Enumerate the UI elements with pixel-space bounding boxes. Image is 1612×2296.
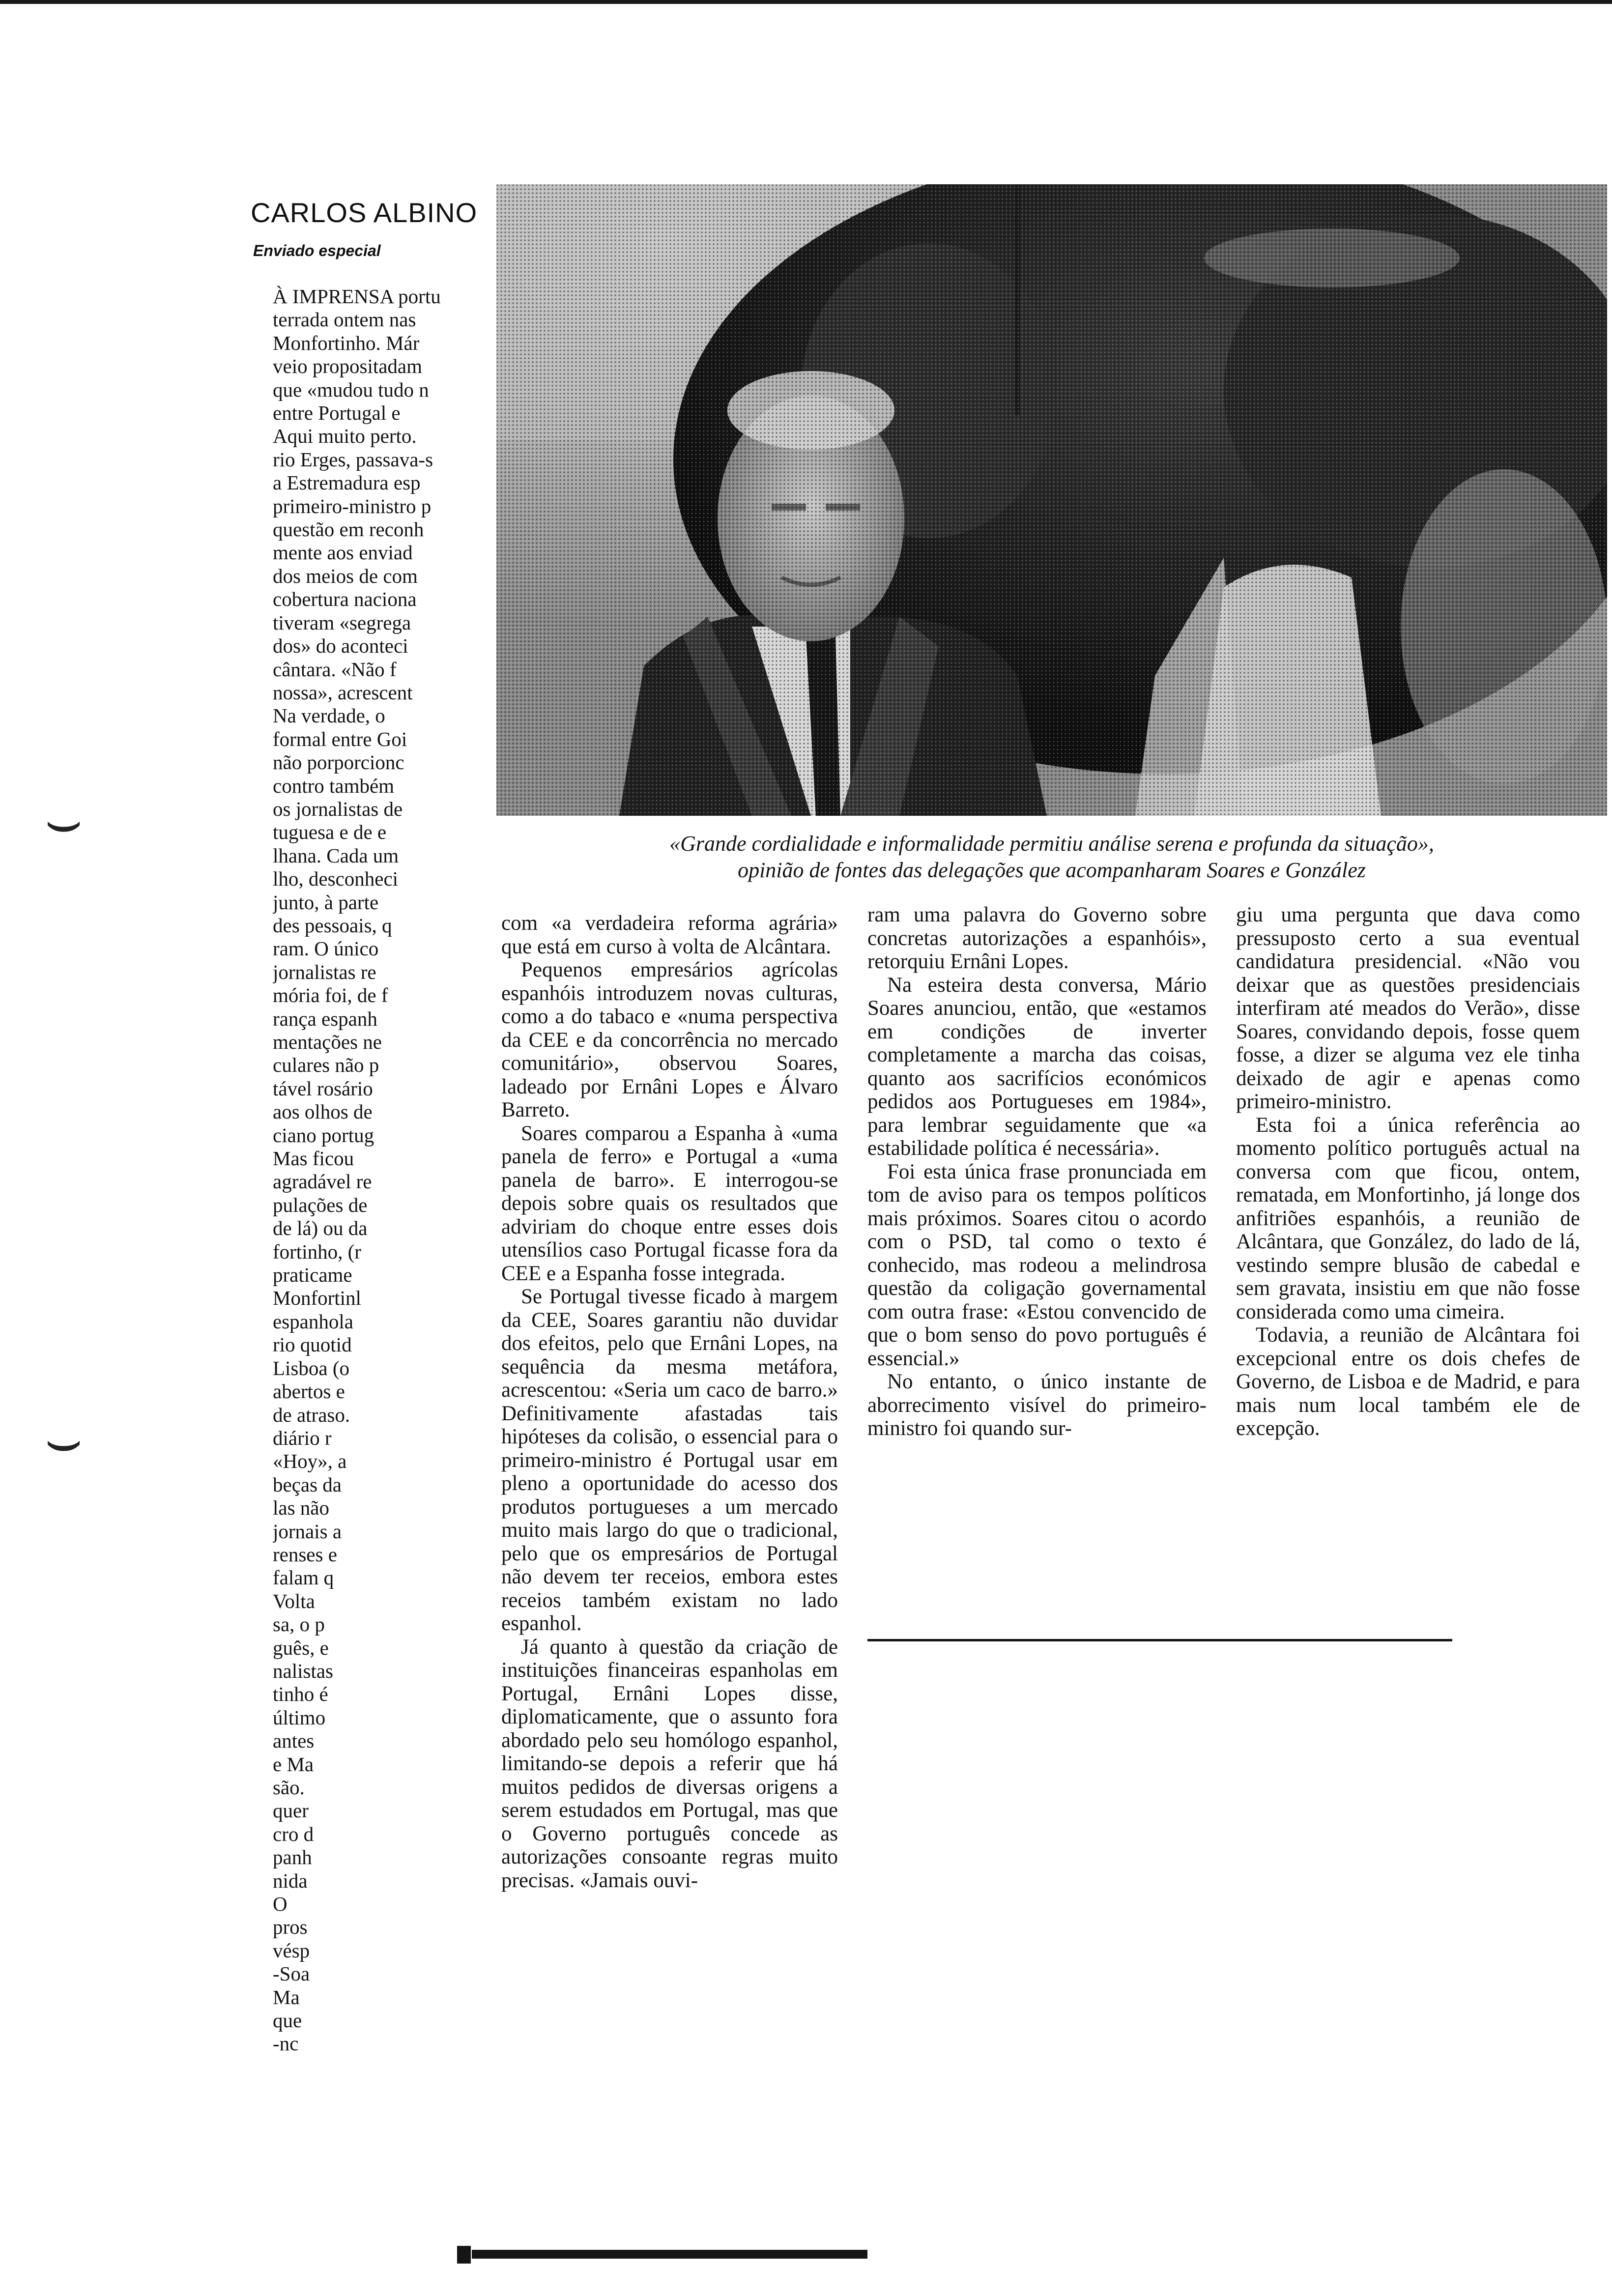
article-text-line: formal entre Goi [273, 727, 407, 750]
article-paragraph: No entanto, o único instante de aborrecimento visível do primeiro-ministro foi quando sur- [867, 1370, 1207, 1440]
article-text-line: guês, e [273, 1636, 329, 1659]
article-text-line: entre Portugal e [273, 402, 401, 425]
bottom-thick-rule [472, 2250, 867, 2259]
article-text-line: que [273, 2009, 302, 2032]
article-text-line: tiveram «segrega [273, 611, 411, 634]
article-text-line: nida [273, 1869, 308, 1892]
article-text-line: são. [273, 1776, 305, 1799]
article-text-line: tinho é [273, 1683, 328, 1706]
article-text-line: e Ma [273, 1752, 314, 1776]
article-text-line: a Estremadura esp [273, 471, 421, 494]
article-text-line: quer [273, 1799, 309, 1822]
article-text-line: questão em reconh [273, 518, 424, 541]
article-text-line: rio quotid [273, 1333, 352, 1356]
article-text-line: «Hoy», a [273, 1450, 347, 1473]
bottom-ink-mark [457, 2246, 471, 2264]
article-text-line: lhana. Cada um [273, 844, 399, 867]
article-text-line: de lá) ou da [273, 1217, 368, 1240]
article-text-line: junto, à parte [273, 890, 379, 914]
article-text-line: tável rosário [273, 1077, 373, 1100]
article-text-line: primeiro-ministro p [273, 494, 432, 517]
article-paragraph: Todavia, a reunião de Alcântara foi excepcional entre os dois chefes de Governo, de Lisboa e de Madrid, e para mais num local também ele de excepção. [1236, 1323, 1580, 1440]
article-text-line: que «mudou tudo n [273, 378, 429, 401]
article-text-line: Volta [273, 1589, 315, 1612]
article-byline: CARLOS ALBINO [251, 197, 478, 228]
photo-image [496, 184, 1607, 816]
article-text-line: vésp [273, 1939, 310, 1962]
article-text-line: culares não p [273, 1054, 379, 1077]
article-author-role: Enviado especial [253, 242, 381, 259]
photo-caption-line-1: «Grande cordialidade e informalidade permitiu análise serena e profunda da situação», [669, 832, 1434, 856]
article-column-4 [1236, 903, 1580, 1440]
article-text-line: jornalistas re [273, 960, 376, 983]
article-text-line: beças da [273, 1473, 342, 1496]
article-text-line: jornais a [273, 1520, 342, 1543]
article-text-line: praticame [273, 1263, 352, 1287]
article-text-line: Aqui muito perto. [273, 425, 417, 448]
article-text-line: de atraso. [273, 1403, 350, 1426]
article-text-line: sa, o p [273, 1613, 325, 1636]
photo-caption [501, 831, 1602, 884]
article-text-line: veio propositadam [273, 355, 423, 378]
article-text-line: dos» do aconteci [273, 634, 408, 658]
article-paragraph: Pequenos empresários agrícolas espanhóis introduzem novas culturas, como a do tabaco e «numa perspectiva da CEE e da concorrência no mercado comunitário», observou Soares, ladeado por Ernâni Lopes e Álvaro Barreto. [501, 958, 838, 1121]
article-text-line: dos meios de com [273, 564, 418, 587]
article-paragraph: Na esteira desta conversa, Mário Soares anunciou, então, que «estamos em condições de inverter completamente a marcha das coisas, quanto aos sacrifícios económicos pedidos aos Portugueses em 1984», para lembrar seguidamente que «a estabilidade política é necessária». [867, 973, 1207, 1160]
article-text-line: Monfortinl [273, 1287, 361, 1310]
article-text-line: aos olhos de [273, 1100, 373, 1123]
article-paragraph: Soares comparou a Espanha à «uma panela de ferro» e Portugal a «uma panela de barro». E interrogou-se depois sobre quais os resultados que adviriam do choque entre esses dois utensílios caso Portugal ficasse fora da CEE e a Espanha fosse integrada. [501, 1121, 838, 1285]
article-text-line: cro d [273, 1822, 314, 1845]
article-text-line: nossa», acrescent [273, 681, 413, 704]
article-text-line: falam q [273, 1566, 334, 1589]
article-text-line: O [273, 1893, 288, 1916]
article-text-line: pulações de [273, 1193, 368, 1216]
column-end-rule [867, 1639, 1452, 1641]
article-text-line: las não [273, 1496, 329, 1520]
article-text-line: renses e [273, 1543, 337, 1566]
article-text-line: -Soa [273, 1962, 310, 1985]
article-paragraph: Foi esta única frase pronunciada em tom de aviso para os tempos políticos mais próximos. Soares citou o acordo com o PSD, tal como o texto é conhecido, mas rodeou a melindrosa questão da coligação governamental com outra frase: «Estou convencido de que o bom senso do povo português é essencial.» [867, 1160, 1207, 1370]
article-text-line: mória foi, de f [273, 984, 388, 1007]
article-text-line: ciano portug [273, 1123, 374, 1147]
article-text-line: panh [273, 1846, 312, 1869]
article-column-3 [867, 903, 1207, 1440]
article-paragraph: giu uma pergunta que dava como pressuposto certo a sua eventual candidatura presidencial. «Não vou deixar que as questões presidenciais interfiram até meados do Verão», disse Soares, convidando depois, fosse quem fosse, a dizer se alguma vez ele tinha deixado de agir e apenas como primeiro-ministro. [1236, 903, 1580, 1113]
article-text-line: espanhola [273, 1310, 353, 1333]
article-text-line: rança espanh [273, 1007, 377, 1030]
article-text-line: Lisboa (o [273, 1356, 349, 1379]
left-margin-hole-mark: ⌣ [44, 1407, 83, 1473]
article-column-1 [273, 285, 518, 2270]
article-text-line: Mas ficou [273, 1147, 354, 1170]
article-paragraph: ram uma palavra do Governo sobre concretas autorizações a espanhóis», retorquiu Ernâni Lopes. [867, 903, 1207, 973]
article-text-line: Ma [273, 1985, 300, 2009]
article-text-line: Na verdade, o [273, 704, 385, 727]
article-paragraph: com «a verdadeira reforma agrária» que está em curso à volta de Alcântara. [501, 912, 838, 958]
article-photo [496, 184, 1607, 816]
article-text-line: pros [273, 1916, 308, 1939]
article-paragraph: Se Portugal tivesse ficado à margem da CEE, Soares garantiu não duvidar dos efeitos, pelo que Ernâni Lopes, na sequência da mesma metáfora, acrescentou: «Seria um caco de barro.» Definitivamente afastadas tais hipóteses da colisão, o essencial para o primeiro-ministro é Portugal usar em pleno a oportunidade do acesso dos produtos portugueses a um mercado muito mais largo do que o tradicional, pelo que os empresários de Portugal não devem ter receios, embora estes receios também existam no lado espanhol. [501, 1285, 838, 1635]
article-text-line: tuguesa e de e [273, 821, 387, 844]
left-margin-hole-mark: ⌣ [44, 788, 83, 854]
article-text-line: último [273, 1706, 326, 1729]
article-text-line: fortinho, (r [273, 1240, 361, 1263]
article-text-line: cântara. «Não f [273, 658, 397, 681]
article-column-2 [501, 912, 838, 1892]
article-text-line: mente aos enviad [273, 541, 413, 564]
article-text-line: antes [273, 1729, 315, 1752]
article-text-line: mentações ne [273, 1031, 382, 1053]
article-text-line: terrada ontem nas [273, 308, 416, 331]
article-text-line: -nc [273, 2032, 299, 2055]
article-text-line: cobertura naciona [273, 588, 417, 611]
article-text-line: os jornalistas de [273, 797, 403, 820]
photo-caption-line-2: opinião de fontes das delegações que acompanharam Soares e González [738, 858, 1366, 882]
article-text-line: À IMPRENSA portu [273, 285, 441, 308]
article-text-line: Monfortinho. Már [273, 331, 420, 354]
article-text-line: contro também [273, 774, 395, 797]
article-text-line: ram. O único [273, 937, 379, 960]
article-text-line: nalistas [273, 1659, 333, 1682]
article-text-line: agradável re [273, 1170, 372, 1193]
article-text-line: abertos e [273, 1380, 345, 1403]
article-text-line: des pessoais, q [273, 914, 392, 937]
article-paragraph: Esta foi a única referência ao momento político português actual na conversa com que ficou, ontem, rematada, em Monfortinho, já longe dos anfitriões espanhóis, a reunião de Alcântara, que González, do lado de lá, vestindo sempre blusão de cabedal e sem gravata, insistiu em que não fosse considerada como uma cimeira. [1236, 1113, 1580, 1323]
article-paragraph: Já quanto à questão da criação de instituições financeiras espanholas em Portugal, Ernâni Lopes disse, diplomaticamente, que o assunto fora abordado pelo seu homólogo espanhol, limitando-se depois a referir que há muitos pedidos de diversas origens a serem estudados em Portugal, mas que o Governo português concede as autorizações consoante regras muito precisas. «Jamais ouvi- [501, 1635, 838, 1892]
article-text-line: rio Erges, passava-s [273, 448, 433, 471]
article-text-line: não porporcionc [273, 751, 404, 774]
top-border-line [0, 0, 1612, 4]
article-text-line: lho, desconheci [273, 867, 399, 890]
article-text-line: diário r [273, 1426, 332, 1449]
